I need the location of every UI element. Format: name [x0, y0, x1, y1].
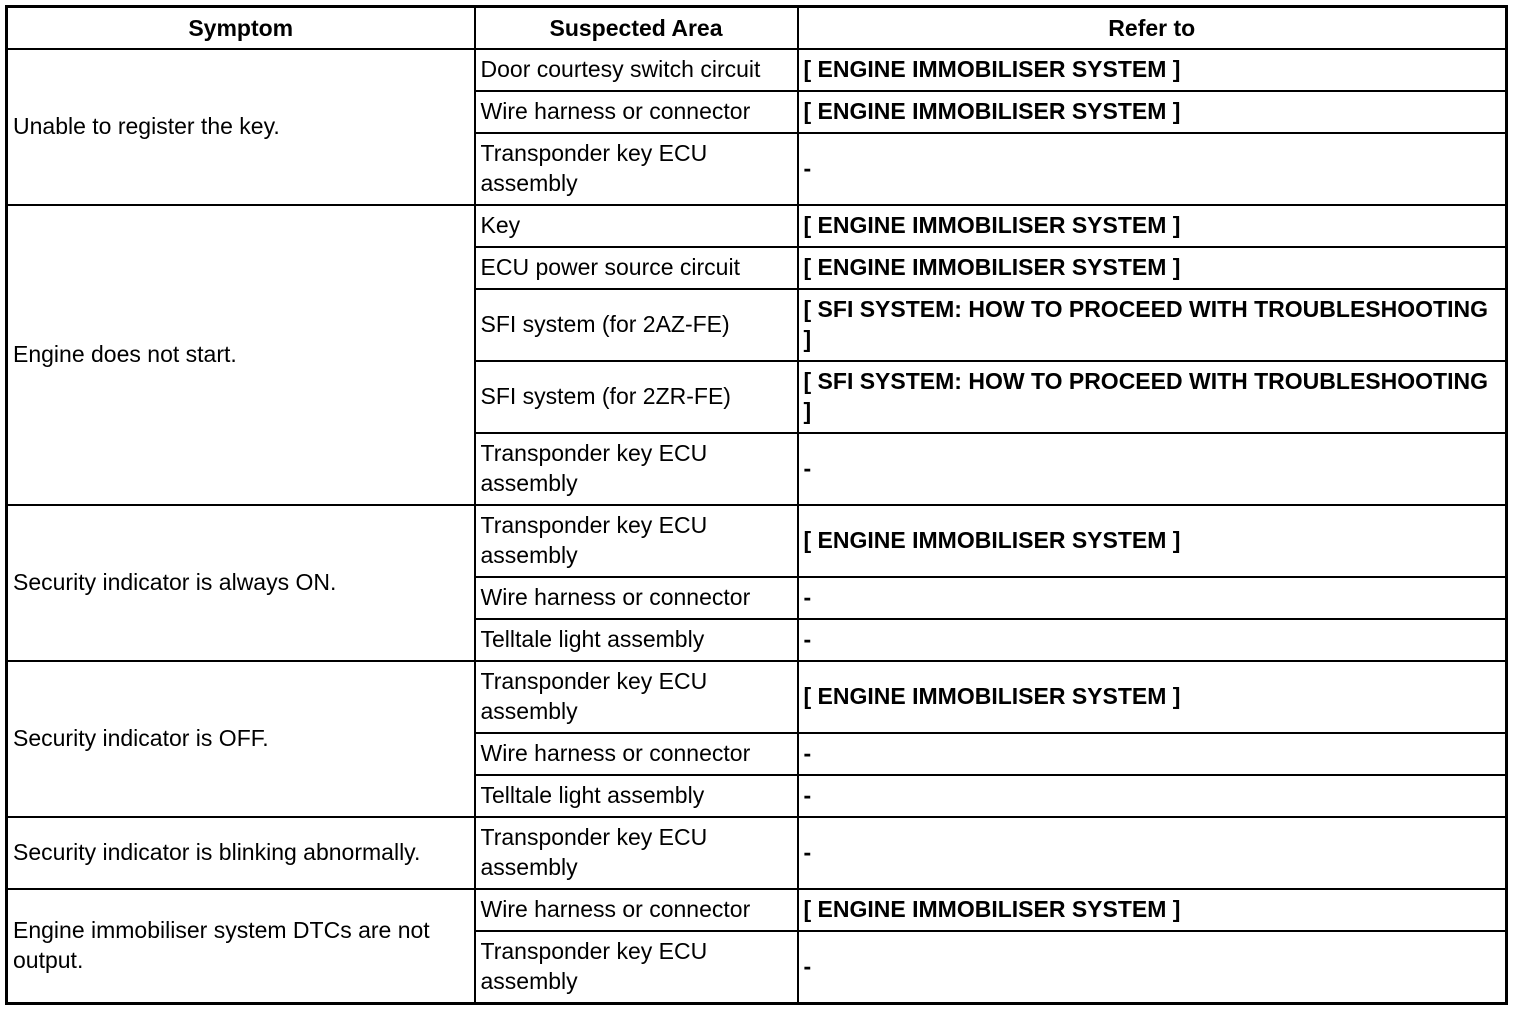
table-row	[7, 889, 1507, 931]
suspected-area-cell: Transponder key ECU assembly	[475, 817, 798, 889]
refer-to-cell: -	[798, 931, 1507, 1004]
refer-to-cell: -	[798, 577, 1507, 619]
refer-to-cell: -	[798, 619, 1507, 661]
refer-to-cell: -	[798, 775, 1507, 817]
refer-to-cell: [ ENGINE IMMOBILISER SYSTEM ]	[798, 505, 1507, 577]
suspected-area-cell: Telltale light assembly	[475, 775, 798, 817]
refer-to-cell: [ ENGINE IMMOBILISER SYSTEM ]	[798, 205, 1507, 247]
symptom-cell: Unable to register the key.	[7, 49, 475, 205]
table-row	[7, 205, 1507, 247]
suspected-area-cell: Wire harness or connector	[475, 577, 798, 619]
refer-to-cell: -	[798, 433, 1507, 505]
refer-to-cell: [ ENGINE IMMOBILISER SYSTEM ]	[798, 91, 1507, 133]
header-refer-to: Refer to	[798, 7, 1507, 50]
suspected-area-cell: SFI system (for 2ZR-FE)	[475, 361, 798, 433]
suspected-area-cell: Transponder key ECU assembly	[475, 661, 798, 733]
refer-to-cell: -	[798, 133, 1507, 205]
header-row	[7, 7, 1507, 50]
suspected-area-cell: Telltale light assembly	[475, 619, 798, 661]
table-row	[7, 661, 1507, 733]
symptom-cell: Security indicator is OFF.	[7, 661, 475, 817]
suspected-area-cell: Transponder key ECU assembly	[475, 133, 798, 205]
symptom-cell: Security indicator is blinking abnormally.	[7, 817, 475, 889]
suspected-area-cell: Transponder key ECU assembly	[475, 433, 798, 505]
table-body	[7, 49, 1507, 1004]
header-symptom: Symptom	[7, 7, 475, 50]
refer-to-cell: [ ENGINE IMMOBILISER SYSTEM ]	[798, 49, 1507, 91]
symptom-cell: Security indicator is always ON.	[7, 505, 475, 661]
suspected-area-cell: SFI system (for 2AZ-FE)	[475, 289, 798, 361]
refer-to-cell: [ ENGINE IMMOBILISER SYSTEM ]	[798, 661, 1507, 733]
table-row	[7, 505, 1507, 577]
suspected-area-cell: Key	[475, 205, 798, 247]
refer-to-cell: [ SFI SYSTEM: HOW TO PROCEED WITH TROUBLESHOOTING ]	[798, 361, 1507, 433]
refer-to-cell: -	[798, 817, 1507, 889]
suspected-area-cell: Wire harness or connector	[475, 889, 798, 931]
suspected-area-cell: Transponder key ECU assembly	[475, 931, 798, 1004]
symptom-cell: Engine does not start.	[7, 205, 475, 505]
suspected-area-cell: Wire harness or connector	[475, 91, 798, 133]
refer-to-cell: [ ENGINE IMMOBILISER SYSTEM ]	[798, 889, 1507, 931]
suspected-area-cell: Wire harness or connector	[475, 733, 798, 775]
table-row	[7, 49, 1507, 91]
troubleshooting-table	[5, 5, 1508, 1005]
refer-to-cell: -	[798, 733, 1507, 775]
table-header	[7, 7, 1507, 50]
symptom-cell: Engine immobiliser system DTCs are not output.	[7, 889, 475, 1004]
suspected-area-cell: ECU power source circuit	[475, 247, 798, 289]
table-row	[7, 817, 1507, 889]
suspected-area-cell: Transponder key ECU assembly	[475, 505, 798, 577]
suspected-area-cell: Door courtesy switch circuit	[475, 49, 798, 91]
header-suspected-area: Suspected Area	[475, 7, 798, 50]
refer-to-cell: [ ENGINE IMMOBILISER SYSTEM ]	[798, 247, 1507, 289]
refer-to-cell: [ SFI SYSTEM: HOW TO PROCEED WITH TROUBLESHOOTING ]	[798, 289, 1507, 361]
